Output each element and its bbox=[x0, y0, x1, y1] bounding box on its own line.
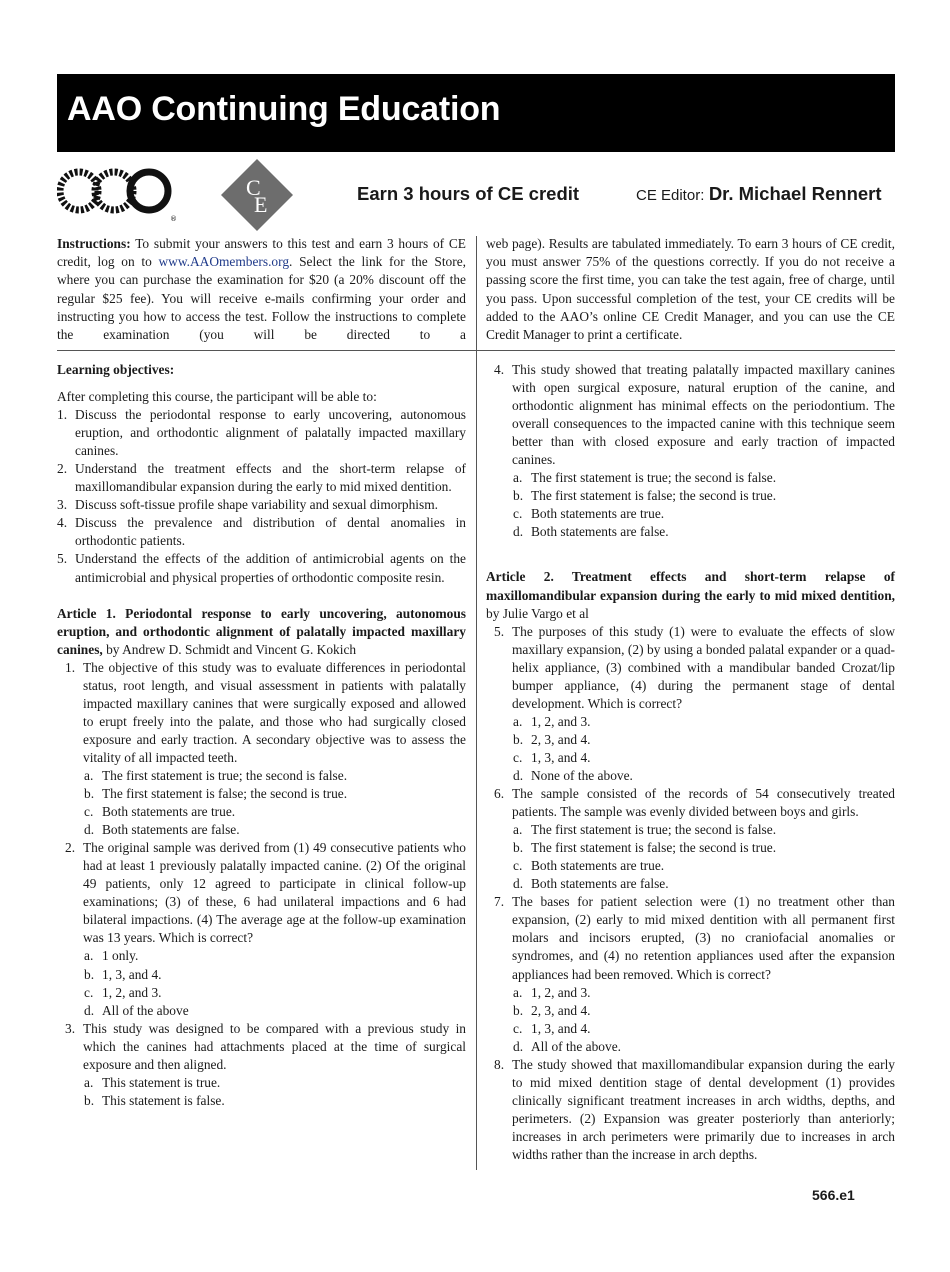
answer-option[interactable]: a. The first statement is true; the second is false. bbox=[513, 470, 777, 486]
answer-option[interactable]: c. Both statements are true. bbox=[84, 804, 236, 820]
question-4: 4. This study showed that treating palatally impacted maxillary canines with open surgical exposure, natural eruption of the canine, and orthodontic alignment has minimal effects on the periodontium. The overall consequences to the impacted canine with this technique seem better than with closed exposure and early traction of impacted canines. bbox=[494, 362, 895, 468]
svg-text:E: E bbox=[254, 192, 268, 217]
objective-item: 1. Discuss the periodontal response to early uncovering, autonomous eruption, and orthodontic alignment of palatally impacted maxillary canines. bbox=[57, 407, 466, 459]
question-6: 6. The sample consisted of the records of 54 consecutively treated patients. The sample was evenly divided between boys and girls. bbox=[494, 786, 895, 820]
question-5: 5. The purposes of this study (1) were to evaluate the effects of slow maxillary expansion, (2) by using a bonded palatal expander or a quad-helix appliance, (3) combined with a mandibular banded Crozat/lip bumper appliance, (4) during the permanent stage of dental development. Which is correct? bbox=[494, 623, 895, 711]
question-2: 2. The original sample was derived from (1) 49 consecutive patients who had at least 1 previously palatally impacted canine. (2) Of the original 49 patients, only 12 agreed to participate in clinical follow-up examinations; (3) of these, 6 had unilateral impactions and 6 had bilateral impactions. (4) The average age at the follow-up examination was 13 years. Which is correct? bbox=[65, 840, 466, 946]
answer-option[interactable]: d. Both statements are false. bbox=[84, 822, 240, 838]
objective-item: 3. Discuss soft-tissue profile shape variability and sexual dimorphism. bbox=[57, 497, 438, 513]
header-banner bbox=[57, 74, 895, 152]
answer-option[interactable]: c. 1, 3, and 4. bbox=[513, 749, 591, 765]
answer-option[interactable]: c. 1, 3, and 4. bbox=[513, 1020, 591, 1036]
answer-option[interactable]: c. Both statements are true. bbox=[513, 506, 665, 522]
answer-option[interactable]: a. 1, 2, and 3. bbox=[513, 984, 591, 1000]
answer-option[interactable]: b. 2, 3, and 4. bbox=[513, 1002, 591, 1018]
instructions-text-1: To submit your answers to this test and earn 3 hours of CE credit, log on to bbox=[57, 236, 466, 270]
editor-label: CE Editor: bbox=[636, 187, 705, 204]
question-8: 8. The study showed that maxillomandibular expansion during the early to mid mixed dentition stage of dental development (1) provides clinically significant treatment increases in arch widths, depths, and perimeters. (2) Expansion was greater posteriorly than anteriorly; increases in arch perimeters were primarily due to increases in arch widths rather than the increase in arch depths. bbox=[494, 1056, 895, 1162]
objective-item: 4. Discuss the prevalence and distribution of dental anomalies in orthodontic patients. bbox=[57, 515, 466, 549]
question-1: 1. The objective of this study was to evaluate differences in periodontal status, root length, and visual assessment in patients with palatally impacted maxillary canines that were surgically exposed and allowed to erupt freely into the palate, and those who had surgically closed exposure and early traction. A secondary objective was to assess the vitality of all impacted teeth. bbox=[65, 659, 466, 765]
instructions-label: Instructions: bbox=[57, 236, 131, 251]
ce-editor bbox=[636, 183, 882, 205]
answer-option[interactable]: c. Both statements are true. bbox=[513, 858, 665, 874]
objective-item: 5. Understand the effects of the addition of antimicrobial agents on the antimicrobial and physical properties of orthodontic composite resin. bbox=[57, 551, 466, 585]
objectives-heading: Learning objectives: bbox=[57, 362, 175, 377]
ce-diamond-icon bbox=[220, 158, 294, 232]
answer-option[interactable]: a. This statement is true. bbox=[84, 1074, 221, 1090]
answer-option[interactable]: a. The first statement is true; the second is false. bbox=[513, 822, 777, 838]
article-2-heading: Article 2. Treatment effects and short-term relapse of maxillomandibular expansion during the early to mid mixed dentition, by Julie Vargo et al bbox=[486, 569, 895, 621]
earn-credit-heading: Earn 3 hours of CE credit bbox=[357, 183, 580, 204]
answer-option[interactable]: a. 1, 2, and 3. bbox=[513, 713, 591, 729]
svg-text:C: C bbox=[246, 175, 261, 200]
answer-option[interactable]: a. The first statement is true; the second is false. bbox=[84, 767, 348, 783]
page-title: AAO Continuing Education bbox=[67, 90, 501, 128]
answer-option[interactable]: b. The first statement is false; the second is true. bbox=[513, 488, 777, 504]
answer-option[interactable]: d. All of the above. bbox=[513, 1038, 621, 1054]
editor-name: Dr. Michael Rennert bbox=[708, 183, 882, 204]
answer-option[interactable]: b. 1, 3, and 4. bbox=[84, 966, 162, 982]
right-column bbox=[486, 361, 895, 1164]
page-number: 566.e1 bbox=[812, 1187, 855, 1203]
question-3: 3. This study was designed to be compared with a previous study in which the canines had attachments placed at the time of surgical exposure and then aligned. bbox=[65, 1020, 466, 1072]
answer-option[interactable]: b. The first statement is false; the second is true. bbox=[513, 840, 777, 856]
objectives-intro: After completing this course, the participant will be able to: bbox=[57, 389, 377, 405]
instructions-text-2: . Select the link for the Store, where you can purchase the examination for $20 (a 20% discount off the regular $25 fee). You will receive e-mails confirming your order and instructing you how to access the test. Follow the instructions to complete the examination (you will be directed to a bbox=[57, 254, 466, 343]
aao-members-link[interactable]: www.AAOmembers.org bbox=[158, 254, 290, 270]
column-divider bbox=[476, 236, 477, 1170]
question-7: 7. The bases for patient selection were (1) no treatment other than expansion, (2) early to mid mixed dentition with all permanent first molars and incisors erupted, (3) no craniofacial anomalies or syndromes, and (4) no retention appliances used after the expansion appliances had been removed. Which is correct? bbox=[494, 894, 895, 982]
left-column bbox=[57, 361, 466, 1110]
article-1-heading: Article 1. Periodontal response to early uncovering, autonomous eruption, and orthodontic alignment of palatally impacted maxillary canines, by Andrew D. Schmidt and Vincent G. Kokich bbox=[57, 605, 466, 657]
instructions-left bbox=[57, 235, 466, 344]
answer-option[interactable]: d. Both statements are false. bbox=[513, 876, 669, 892]
answer-option[interactable]: a. 1 only. bbox=[84, 948, 139, 964]
answer-option[interactable]: d. Both statements are false. bbox=[513, 524, 669, 540]
objective-item: 2. Understand the treatment effects and the short-term relapse of maxillomandibular expansion during the early to mid mixed dentition. bbox=[57, 461, 466, 495]
answer-option[interactable]: b. 2, 3, and 4. bbox=[513, 731, 591, 747]
answer-option[interactable]: b. This statement is false. bbox=[84, 1092, 225, 1108]
answer-option[interactable]: d. All of the above bbox=[84, 1002, 189, 1018]
answer-option[interactable]: b. The first statement is false; the second is true. bbox=[84, 786, 348, 802]
instructions-right: web page). Results are tabulated immediately. To earn 3 hours of CE credit, you must answer 75% of the questions correctly. If you do not receive a passing score the first time, you can take the test again, free of charge, until you pass. Upon successful completion of the test, your CE credits will be added to the AAO’s online CE Credit Manager, and you can use the CE Credit Manager to print a certificate. bbox=[486, 236, 895, 343]
answer-option[interactable]: c. 1, 2, and 3. bbox=[84, 984, 162, 1000]
answer-option[interactable]: d. None of the above. bbox=[513, 767, 633, 783]
svg-text:®: ® bbox=[170, 215, 177, 223]
aao-logo-icon bbox=[57, 163, 179, 223]
